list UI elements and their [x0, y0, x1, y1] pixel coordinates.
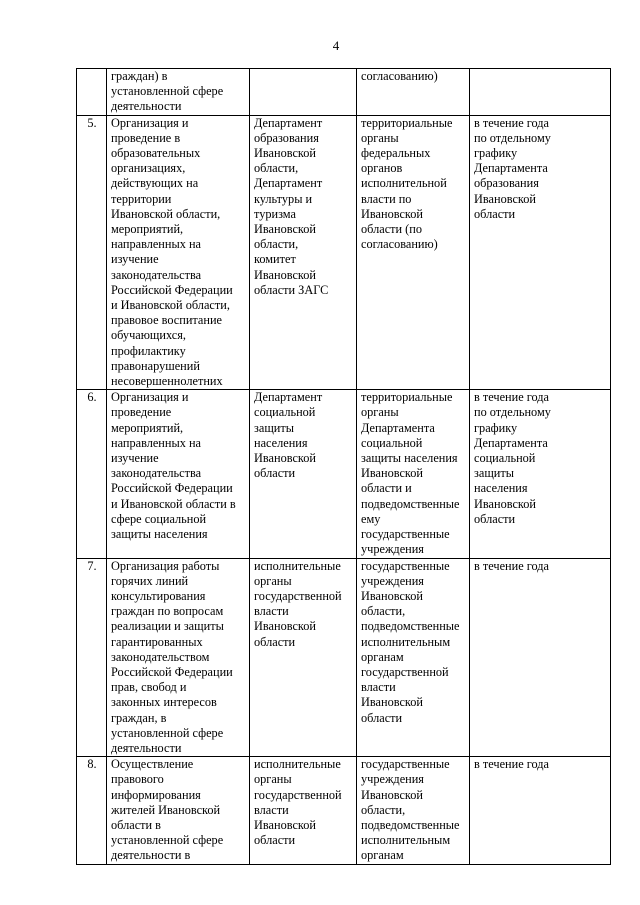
- responsible-cell: [250, 69, 357, 116]
- responsible-cell: исполнительные органы государственной власти Ивановской области: [250, 558, 357, 757]
- table-row: [77, 115, 611, 390]
- row-number: 5.: [77, 115, 107, 390]
- activity-cell: Осуществление правового информирования жителей Ивановской области в установленной сфере деятельности в: [107, 757, 250, 864]
- row-number: [77, 69, 107, 116]
- activity-cell: Организация работы горячих линий консультирования граждан по вопросам реализации и защиты гарантированных законодательством Российской Федерации прав, свобод и законных интересов граждан, в установленной сфере деятельности: [107, 558, 250, 757]
- term-cell: в течение года по отдельному графику Департамента образования Ивановской области: [470, 115, 611, 390]
- activity-cell: Организация и проведение мероприятий, направленных на изучение законодательства Российской Федерации и Ивановской области в сфере социальной защиты населения: [107, 390, 250, 558]
- table-row: [77, 757, 611, 864]
- responsible-cell: исполнительные органы государственной власти Ивановской области: [250, 757, 357, 864]
- table-row: [77, 69, 611, 116]
- row-number: 8.: [77, 757, 107, 864]
- page-number: 4: [332, 38, 340, 53]
- participants-cell: государственные учреждения Ивановской области, подведомственные исполнительным органам: [357, 757, 470, 864]
- row-number: 6.: [77, 390, 107, 558]
- term-cell: в течение года: [470, 757, 611, 864]
- term-cell: [470, 69, 611, 116]
- measures-table: [76, 68, 611, 865]
- participants-cell: государственные учреждения Ивановской области, подведомственные исполнительным органам государственной власти Ивановской области: [357, 558, 470, 757]
- activity-cell: Организация и проведение в образовательных организациях, действующих на территории Ивановской области, мероприятий, направленных на изучение законодательства Российской Федерации и Ивановской области, правовое воспитание обучающихся, профилактику правонарушений несовершеннолетних: [107, 115, 250, 390]
- term-cell: в течение года по отдельному графику Департамента социальной защиты населения Ивановской области: [470, 390, 611, 558]
- responsible-cell: Департамент социальной защиты населения Ивановской области: [250, 390, 357, 558]
- term-cell: в течение года: [470, 558, 611, 757]
- participants-cell: территориальные органы Департамента социальной защиты населения Ивановской области и подведомственные ему государственные учреждения: [357, 390, 470, 558]
- responsible-cell: Департамент образования Ивановской области, Департамент культуры и туризма Ивановской области, комитет Ивановской области ЗАГС: [250, 115, 357, 390]
- table-row: [77, 390, 611, 558]
- activity-cell: граждан) в установленной сфере деятельности: [107, 69, 250, 116]
- row-number: 7.: [77, 558, 107, 757]
- participants-cell: территориальные органы федеральных органов исполнительной власти по Ивановской области (по согласованию): [357, 115, 470, 390]
- participants-cell: согласованию): [357, 69, 470, 116]
- table-row: [77, 558, 611, 757]
